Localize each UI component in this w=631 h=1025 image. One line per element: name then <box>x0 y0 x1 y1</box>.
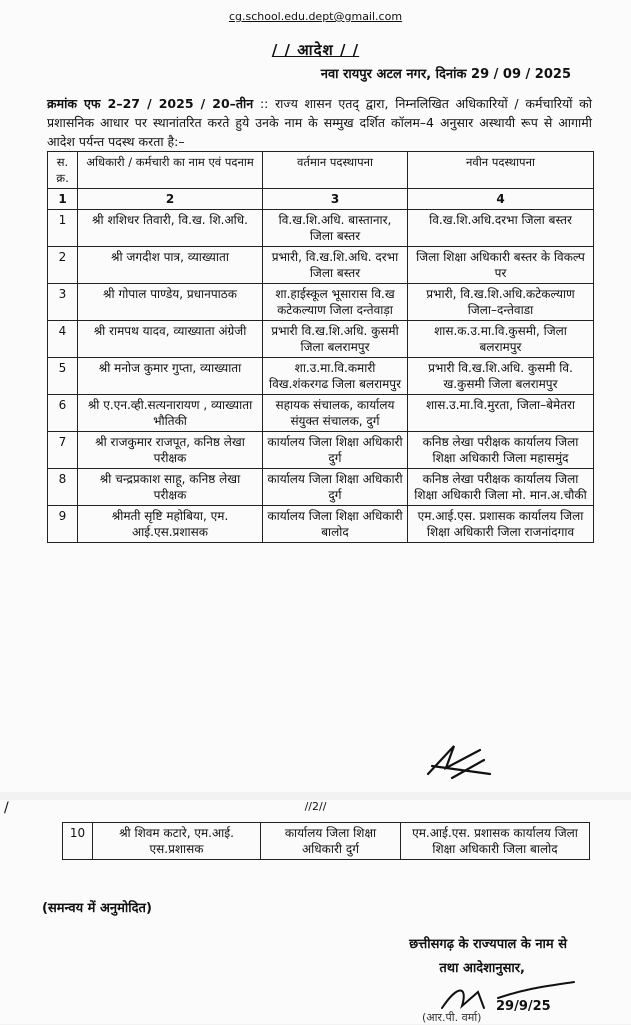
row-current-posting: कार्यालय जिला शिक्षा अधिकारी बालोद <box>263 506 408 543</box>
place-date: नवा रायपुर अटल नगर, दिनांक 29 / 09 / 2025 <box>320 67 571 82</box>
column-number-row <box>48 189 594 210</box>
table-row <box>48 321 594 358</box>
row-serial: 9 <box>48 506 78 543</box>
row-name: श्री जगदीश पात्र, व्याख्याता <box>78 247 263 284</box>
row-serial: 3 <box>48 284 78 321</box>
row-current-posting: कार्यालय जिला शिक्षा अधिकारी दुर्ग <box>261 823 401 860</box>
signatory-name: (आर.पी. वर्मा) <box>422 1011 482 1024</box>
transfer-table <box>47 151 594 543</box>
row-name: श्री शशिधर तिवारी, वि.ख. शि.अधि. <box>78 210 263 247</box>
row-new-posting: जिला शिक्षा अधिकारी बस्तर के विकल्प पर <box>408 247 594 284</box>
row-name: श्रीमती सृष्टि महोबिया, एम. आई.एस.प्रशासक <box>78 506 263 543</box>
row-serial: 8 <box>48 469 78 506</box>
transfer-table-continued <box>62 822 590 860</box>
row-name: श्री राजकुमार राजपूत, कनिष्ठ लेखा परीक्षक <box>78 432 263 469</box>
order-paragraph <box>47 94 592 151</box>
row-new-posting: एम.आई.एस. प्रशासक कार्यालय जिला शिक्षा अधिकारी जिला राजनांदगाव <box>408 506 594 543</box>
approval-note: (समन्वय में अनुमोदित) <box>42 901 152 916</box>
table-row <box>48 432 594 469</box>
row-name: श्री गोपाल पाण्डेय, प्रधानपाठक <box>78 284 263 321</box>
table-row <box>63 823 590 860</box>
row-new-posting: कनिष्ठ लेखा परीक्षक कार्यालय जिला शिक्षा अधिकारी जिला मो. मान.अ.चौकी <box>408 469 594 506</box>
row-serial: 4 <box>48 321 78 358</box>
row-name: श्री मनोज कुमार गुप्ता, व्याख्याता <box>78 358 263 395</box>
row-name: श्री चन्द्रप्रकाश साहू, कनिष्ठ लेखा परीक्षक <box>78 469 263 506</box>
table-row <box>48 469 594 506</box>
row-serial: 7 <box>48 432 78 469</box>
governor-line-2: तथा आदेशानुसार, <box>439 961 525 976</box>
header-current-posting: वर्तमान पदस्थापना <box>263 152 408 189</box>
row-name: श्री रामपथ यादव, व्याख्याता अंग्रेजी <box>78 321 263 358</box>
row-current-posting: कार्यालय जिला शिक्षा अधिकारी दुर्ग <box>263 432 408 469</box>
column-number: 2 <box>78 189 263 210</box>
table-row <box>48 210 594 247</box>
department-email[interactable]: cg.school.edu.dept@gmail.com <box>228 10 403 23</box>
row-current-posting: शा.हाईस्कूल भूसारास वि.ख कटेकल्याण जिला दन्तेवाड़ा <box>263 284 408 321</box>
header-new-posting: नवीन पदस्थापना <box>408 152 594 189</box>
row-current-posting: प्रभारी, वि.ख.शि.अधि. दरभा जिला बस्तर <box>263 247 408 284</box>
row-current-posting: सहायक संचालक, कार्यालय संयुक्त संचालक, दुर्ग <box>263 395 408 432</box>
column-number: 3 <box>263 189 408 210</box>
table-row <box>48 395 594 432</box>
header-serial: स. क्र. <box>48 152 78 189</box>
row-new-posting: शास.क.उ.मा.वि.कुसमी, जिला बलरामपुर <box>408 321 594 358</box>
order-body: :: राज्य शासन एतद् द्वारा, निम्नलिखित अधिकारियों / कर्मचारियों को प्रशासनिक आधार पर स्थानांतरित करते हुये उनके नाम के सम्मुख दर्शित कॉलम–4 अनुसार अस्थायी रूप से आगामी आदेश पर्यन्त पदस्थ करता है:– <box>47 96 592 149</box>
header-name: अधिकारी / कर्मचारी का नाम एवं पदनाम <box>78 152 263 189</box>
row-current-posting: कार्यालय जिला शिक्षा अधिकारी दुर्ग <box>263 469 408 506</box>
signature-date: 29/9/25 <box>496 999 551 1014</box>
row-new-posting: प्रभारी, वि.ख.शि.अधि.कटेकल्याण जिला–दन्तेवाडा <box>408 284 594 321</box>
row-name: श्री ए.एन.व्ही.सत्यनारायण , व्याख्याता भौतिकी <box>78 395 263 432</box>
row-new-posting: शास.उ.मा.वि.मुरता, जिला–बेमेतरा <box>408 395 594 432</box>
row-serial: 6 <box>48 395 78 432</box>
column-number: 4 <box>408 189 594 210</box>
margin-tick-mark: / <box>4 800 9 816</box>
order-title: / / आदेश / / <box>271 41 360 59</box>
signature-mark-page1 <box>424 738 496 782</box>
table-header-row <box>48 152 594 189</box>
governor-line-1: छत्तीसगढ़ के राज्यपाल के नाम से <box>409 937 567 952</box>
row-new-posting: कनिष्ठ लेखा परीक्षक कार्यालय जिला शिक्षा अधिकारी जिला महासमुंद <box>408 432 594 469</box>
row-serial: 1 <box>48 210 78 247</box>
row-new-posting: वि.ख.शि.अधि.दरभा जिला बस्तर <box>408 210 594 247</box>
column-number: 1 <box>48 189 78 210</box>
row-new-posting: प्रभारी वि.ख.शि.अधि. कुसमी वि. ख.कुसमी जिला बलरामपुर <box>408 358 594 395</box>
table-row <box>48 247 594 284</box>
row-new-posting: एम.आई.एस. प्रशासक कार्यालय जिला शिक्षा अधिकारी जिला बालोद <box>401 823 590 860</box>
row-current-posting: प्रभारी वि.ख.शि.अधि. कुसमी जिला बलरामपुर <box>263 321 408 358</box>
row-serial: 2 <box>48 247 78 284</box>
order-reference: क्रमांक एफ 2–27 / 2025 / 20–तीन <box>47 96 254 111</box>
row-serial: 5 <box>48 358 78 395</box>
row-current-posting: शा.उ.मा.वि.कमारी विख.शंकरगढ जिला बलरामपुर <box>263 358 408 395</box>
table-row <box>48 358 594 395</box>
page-number-mark: //2// <box>304 800 327 813</box>
row-name: श्री शिवम कटारे, एम.आई. एस.प्रशासक <box>93 823 261 860</box>
row-current-posting: वि.ख.शि.अधि. बास्तानार, जिला बस्तर <box>263 210 408 247</box>
table-row <box>48 284 594 321</box>
table-row <box>48 506 594 543</box>
row-serial: 10 <box>63 823 93 860</box>
